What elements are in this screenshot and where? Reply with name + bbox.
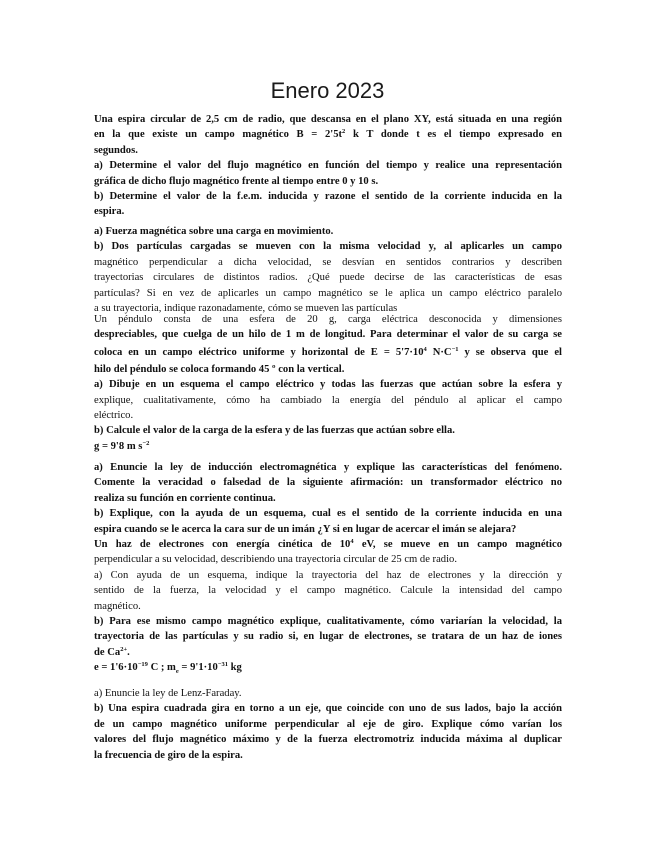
text-line: a) Enuncie la ley de Lenz-Faraday. xyxy=(94,688,242,699)
text-line: segundos. xyxy=(94,144,138,156)
problem-1 xyxy=(94,112,562,220)
text-line: g = 9'8 m $s^{-2}$ xyxy=(94,439,150,452)
text-line: $e = 1'6\cdot 10^{-19}$ C ; $m_e = 9'1\cdot 10^{-31}$ kg xyxy=(94,661,242,676)
text-line: a) Con ayuda de un esquema, indique la trayectoria del haz de electrones y la dirección y xyxy=(94,569,562,581)
text-line: b) Calcule el valor de la carga de la esfera y de las fuerzas que actúan sobre ella. xyxy=(94,425,455,437)
text-line: b) Explique, con la ayuda de un esquema, cual es el sentido de la corriente inducida en una xyxy=(94,508,562,520)
text-line: trayectoria de las partículas y su radio si, en lugar de electrones, se tratara de un haz de iones xyxy=(94,631,562,643)
vector-expression: B = 2'5t xyxy=(296,129,343,141)
text-line: Una espira circular de 2,5 cm de radio, que descansa en el plano XY, está situada en una región xyxy=(94,114,562,125)
text-line: b) Para ese mismo campo magnético explique, cualitativamente, cómo variarían la velocidad, la xyxy=(94,615,562,627)
text-line: partículas? Si en vez de aplicarles un campo magnético se le aplica un campo eléctrico paralelo xyxy=(94,287,562,299)
text-line: a) Enuncie la ley de inducción electromagnética y explique las características del fenómeno. xyxy=(94,462,562,473)
text-line: Un haz de electrones con energía cinética de $10^4$ eV, se mueve en un campo magnético xyxy=(94,538,562,550)
text-line: de un campo magnético uniforme perpendicular al eje de giro. Explique cómo varían los xyxy=(94,718,562,730)
text-line: Un péndulo consta de una esfera de 20 g, carga eléctrica desconocida y dimensiones xyxy=(94,314,562,325)
problem-3 xyxy=(94,312,562,454)
text-line: espira cuando se le acerca la cara sur de un imán ¿Y si en lugar de acercar el imán se alejara? xyxy=(94,523,517,535)
text-line: de $Ca^{2+}$. xyxy=(94,645,130,658)
text-line: b) Dos partículas cargadas se mueven con la misma velocidad y, al aplicarles un campo xyxy=(94,241,562,253)
text-line: explique, cualitativamente, cómo ha cambiado la energía del péndulo al aplicar el campo xyxy=(94,394,562,406)
text-line: b) Una espira cuadrada gira en torno a un eje, que coincide con uno de sus lados, bajo la acción xyxy=(94,703,562,715)
text-line: coloca en un campo eléctrico uniforme y horizontal de $E = 5'7\cdot 10^4$ $N\cdot C^{-1}$ y se observa que el xyxy=(94,345,562,358)
text-line: sentido de la fuerza, la velocidad y el campo magnético. Calcule la intensidad del campo xyxy=(94,585,562,597)
text-line: magnético. xyxy=(94,600,141,612)
text-line: magnético perpendicular a dicha velocidad, se desvían en sentidos contrarios y describen xyxy=(94,256,562,268)
text-line: perpendicular a su velocidad, describiendo una trayectoria circular de 25 cm de radio. xyxy=(94,554,457,566)
problem-2 xyxy=(94,224,562,316)
text-line: despreciables, que cuelga de un hilo de 1 m de longitud. Para determinar el valor de su carga se xyxy=(94,329,562,341)
text-line: a) Determine el valor del flujo magnético en función del tiempo y realice una representación xyxy=(94,160,562,172)
text-line: a su trayectoria, indique razonadamente, cómo se mueven las partículas xyxy=(94,302,398,314)
problem-5 xyxy=(94,537,562,676)
text-line: trayectorias circulares de distintos radios. ¿Qué puede decirse de las características de esas xyxy=(94,272,562,284)
text-line: la frecuencia de giro de la espira. xyxy=(94,749,243,761)
text-line: a) Fuerza magnética sobre una carga en movimiento. xyxy=(94,226,334,237)
text-line: eléctrico. xyxy=(94,409,134,421)
text-line: Comente la veracidad o falsedad de la siguiente afirmación: un transformador eléctrico no xyxy=(94,477,562,489)
text-line: espira. xyxy=(94,206,125,218)
text-line: b) Determine el valor de la f.e.m. inducida y razone el sentido de la corriente inducida en la xyxy=(94,190,562,202)
problem-4 xyxy=(94,460,562,537)
text-line: hilo del péndulo se coloca formando 45 º con la vertical. xyxy=(94,363,345,375)
page-title: Enero 2023 xyxy=(270,78,385,103)
text-line: realiza su función en corriente continua. xyxy=(94,492,276,504)
problem-6 xyxy=(94,686,562,763)
text-line: en la que existe un campo magnético $B = 2'5t^2$ k T donde t es el tiempo expresado en xyxy=(94,128,563,141)
text-line: gráfica de dicho flujo magnético frente al tiempo entre 0 y 10 s. xyxy=(94,175,379,187)
text-line: valores del flujo magnético máximo y de la fuerza electromotriz inducida máxima al duplicar xyxy=(94,734,562,746)
text-line: a) Dibuje en un esquema el campo eléctrico y todas las fuerzas que actúan sobre la esfera y xyxy=(94,379,562,391)
